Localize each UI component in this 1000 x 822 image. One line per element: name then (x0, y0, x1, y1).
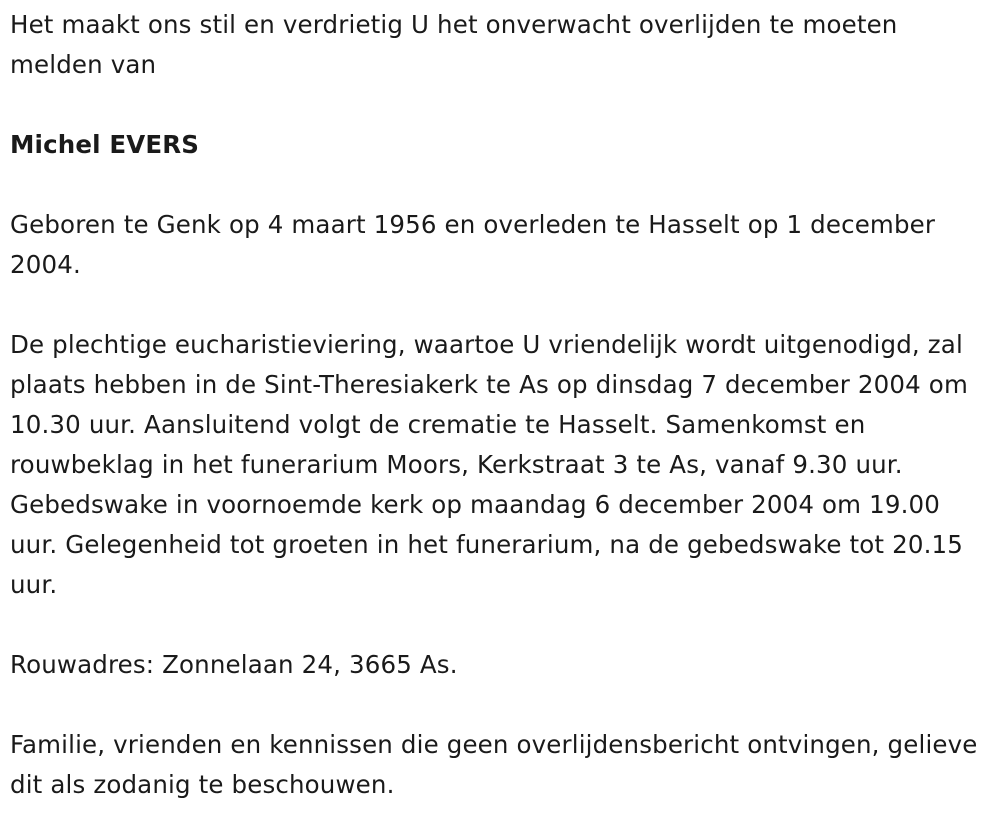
birth-death-text: Geboren te Genk op 4 maart 1956 en overleden te Hasselt op 1 december 2004. (10, 210, 936, 279)
deceased-name: Michel EVERS (10, 130, 200, 159)
ceremony-text: De plechtige eucharistieviering, waartoe U vriendelijk wordt uitgenodigd, zal plaats hebben in de Sint-Theresiakerk te As op dinsdag 7 december 2004 om 10.30 uur. Aansluitend volgt de crematie te Hasselt. Samenkomst en rouwbeklag in het funerarium Moors, Kerkstraat 3 te As, vanaf 9.30 uur. Gebedswake in voornoemde kerk op maandag 6 december 2004 om 19.00 uur. Gelegenheid tot groeten in het funerarium, na de gebedswake tot 20.15 uur. (10, 330, 968, 599)
closing-text: Familie, vrienden en kennissen die geen overlijdensbericht ontvingen, gelieve dit als zodanig te beschouwen. (10, 730, 978, 799)
mourning-address: Rouwadres: Zonnelaan 24, 3665 As. (10, 650, 458, 679)
obituary-notice (10, 5, 995, 805)
intro-text: Het maakt ons stil en verdrietig U het onverwacht overlijden te moeten melden van (10, 10, 898, 79)
